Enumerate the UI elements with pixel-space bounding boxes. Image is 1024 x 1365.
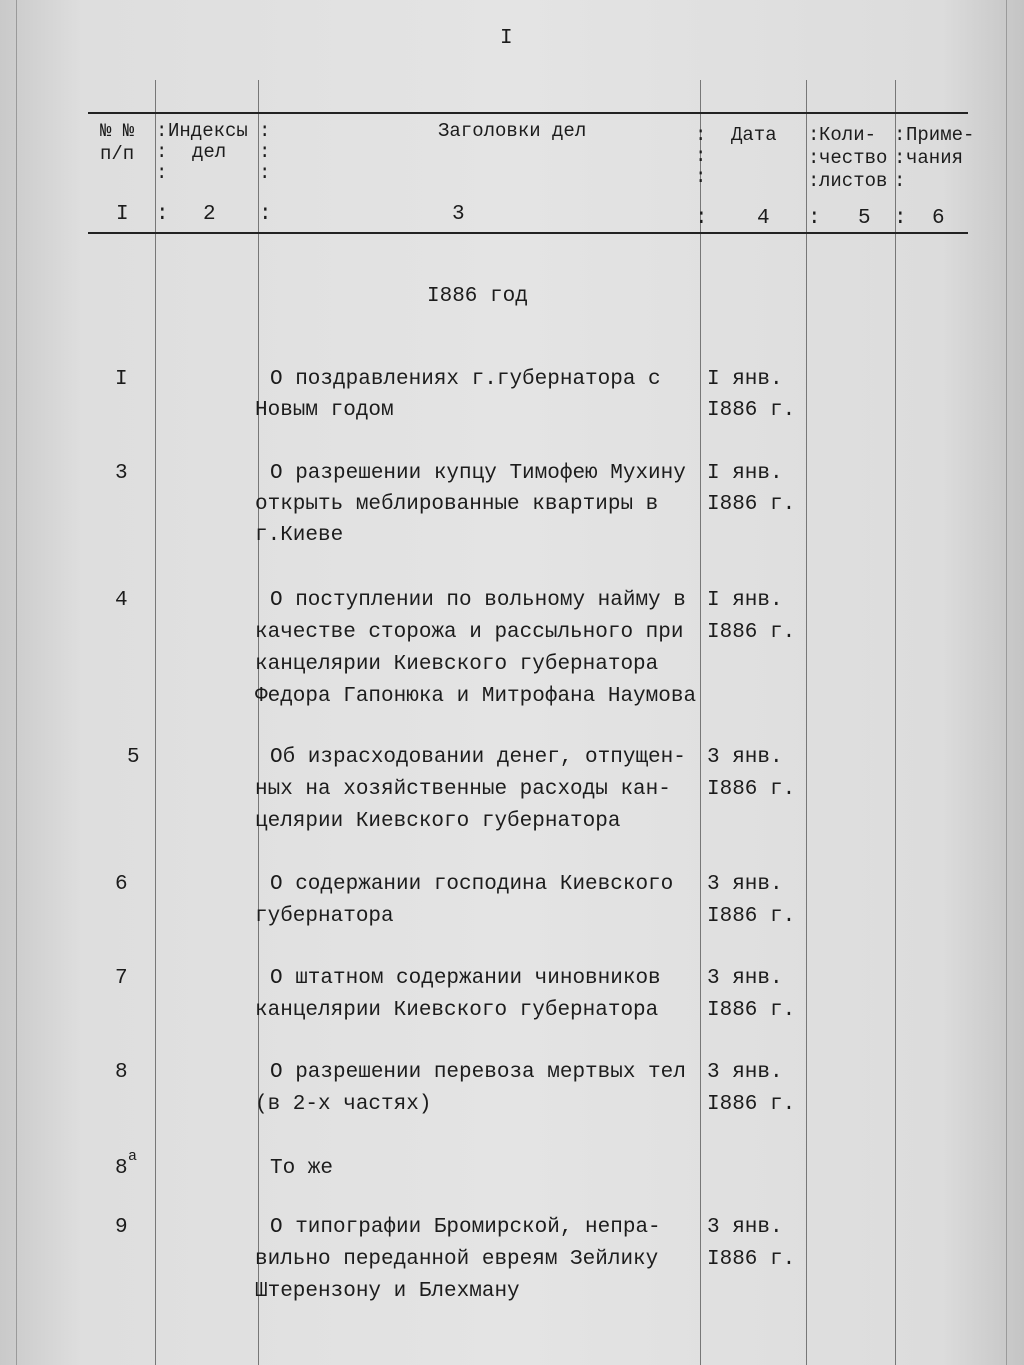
record-title-line: канцелярии Киевского губернатора — [255, 999, 659, 1022]
column-rule-2 — [258, 80, 259, 1365]
record-number: 8 — [115, 1061, 128, 1084]
column-rule-1 — [155, 80, 156, 1365]
col-number-sep: : — [695, 207, 708, 230]
col-number-4: 4 — [757, 207, 770, 230]
header-sep: : — [259, 162, 271, 184]
record-title-line: О разрешении перевоза мертвых тел — [270, 1061, 686, 1084]
page-edge-right — [1006, 0, 1007, 1365]
header-sep: : — [808, 124, 820, 146]
header-sep: : — [894, 124, 906, 146]
header-sep: : — [156, 162, 168, 184]
header-col1-line1: № № — [100, 120, 135, 142]
record-date-line: 3 янв. — [707, 1216, 783, 1239]
header-col2-line2: дел — [192, 141, 227, 163]
header-sep: : — [695, 145, 707, 167]
header-sep: : — [808, 170, 820, 192]
header-sep: : — [156, 141, 168, 163]
header-col6-line2: чания — [906, 147, 964, 169]
col-number-sep: : — [259, 203, 272, 226]
record-number: 4 — [115, 589, 128, 612]
header-sep: : — [695, 124, 707, 146]
record-number: I — [115, 368, 128, 391]
header-bottom-rule — [88, 232, 968, 234]
record-title-line: (в 2-х частях) — [255, 1093, 432, 1116]
record-number: 6 — [115, 873, 128, 896]
record-title-line: Новым годом — [255, 399, 394, 422]
record-title-line: О штатном содержании чиновников — [270, 967, 661, 990]
header-sep: : — [695, 166, 707, 188]
col-number-2: 2 — [203, 203, 216, 226]
record-date-line: 3 янв. — [707, 746, 783, 769]
header-col5-line1: Коли- — [819, 124, 877, 146]
record-date-line: 3 янв. — [707, 967, 783, 990]
record-number: 7 — [115, 967, 128, 990]
header-col1-line2: п/п — [100, 143, 135, 165]
record-title-line: О содержании господина Киевского — [270, 873, 674, 896]
year-heading: I886 год — [427, 285, 528, 308]
record-date-line: I886 г. — [707, 905, 796, 928]
record-date-line: I886 г. — [707, 493, 796, 516]
record-title-line: О поздравлениях г.губернатора с — [270, 368, 661, 391]
record-date-line: I янв. — [707, 589, 783, 612]
col-number-5: 5 — [858, 207, 871, 230]
record-title-line: Об израсходовании денег, отпущен- — [270, 746, 686, 769]
record-title-line: Федора Гапонюка и Митрофана Наумова — [255, 685, 697, 708]
record-number: 9 — [115, 1216, 128, 1239]
header-sep: : — [894, 170, 906, 192]
record-title-line: О разрешении купцу Тимофею Мухину — [270, 462, 686, 485]
record-date-line: I янв. — [707, 462, 783, 485]
header-sep: : — [259, 120, 271, 142]
header-sep: : — [808, 147, 820, 169]
header-col6-line1: Приме- — [906, 124, 975, 146]
header-sep: : — [259, 141, 271, 163]
page-edge-left — [16, 0, 17, 1365]
record-date-line: 3 янв. — [707, 1061, 783, 1084]
record-title-line: О поступлении по вольному найму в — [270, 589, 686, 612]
record-title-line: О типографии Бромирской, непра- — [270, 1216, 661, 1239]
header-col3: Заголовки дел — [438, 120, 587, 142]
record-title-line: вильно переданной евреям Зейлику — [255, 1248, 659, 1271]
record-date-line: I886 г. — [707, 1093, 796, 1116]
header-col5-line3: листов — [819, 170, 888, 192]
record-title-line: открыть меблированные квартиры в — [255, 493, 659, 516]
header-sep: : — [894, 147, 906, 169]
record-title-line: ных на хозяйственные расходы кан- — [255, 778, 671, 801]
record-date-line: I янв. — [707, 368, 783, 391]
record-title-line: канцелярии Киевского губернатора — [255, 653, 659, 676]
record-number: 8 — [115, 1157, 128, 1180]
column-rule-3 — [700, 80, 701, 1365]
record-title-line: целярии Киевского губернатора — [255, 810, 621, 833]
header-col2-line1: Индексы — [168, 120, 248, 142]
record-title-line: То же — [270, 1157, 334, 1180]
col-number-sep: : — [808, 207, 821, 230]
col-number-1: I — [116, 203, 129, 226]
record-number-superscript: а — [128, 1148, 138, 1165]
header-col4: Дата — [731, 124, 777, 146]
record-date-line: I886 г. — [707, 1248, 796, 1271]
col-number-6: 6 — [932, 207, 945, 230]
record-number: 5 — [127, 746, 140, 769]
header-col5-line2: чество — [819, 147, 888, 169]
header-sep: : — [156, 120, 168, 142]
col-number-sep: : — [894, 207, 907, 230]
header-top-rule — [88, 112, 968, 114]
col-number-sep: : — [156, 203, 169, 226]
record-title-line: качестве сторожа и рассыльного при — [255, 621, 684, 644]
record-date-line: I886 г. — [707, 621, 796, 644]
page-number: I — [500, 27, 513, 50]
column-rule-5 — [895, 80, 896, 1365]
record-date-line: I886 г. — [707, 999, 796, 1022]
record-date-line: 3 янв. — [707, 873, 783, 896]
column-rule-4 — [806, 80, 807, 1365]
record-title-line: Штерензону и Блехману — [255, 1280, 520, 1303]
record-date-line: I886 г. — [707, 778, 796, 801]
col-number-3: 3 — [452, 203, 465, 226]
record-date-line: I886 г. — [707, 399, 796, 422]
record-title-line: губернатора — [255, 905, 394, 928]
record-number: 3 — [115, 462, 128, 485]
record-title-line: г.Киеве — [255, 524, 344, 547]
